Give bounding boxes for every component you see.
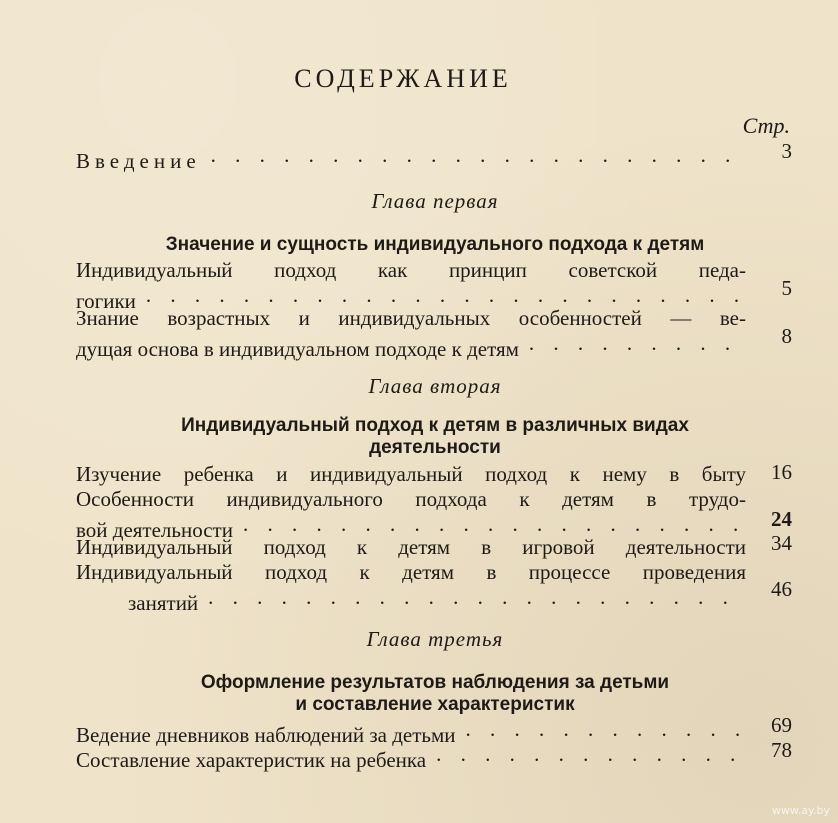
chapter-heading: Глава третья — [366, 627, 504, 651]
watermark: www.ay.by — [771, 804, 830, 817]
leader-dots — [146, 283, 742, 308]
leader-dots — [466, 717, 743, 742]
leader-dots — [208, 585, 742, 610]
chapter-heading: Глава вторая — [368, 374, 502, 398]
toc-entry-line: вой деятельности — [76, 518, 233, 542]
toc-entry-intro — [76, 143, 746, 174]
page-title: СОДЕРЖАНИЕ — [294, 64, 512, 93]
toc-entry — [76, 742, 746, 773]
page-column-label: Стр. — [742, 113, 790, 138]
toc-page-number: 3 — [781, 139, 792, 163]
toc-page-number: 69 — [771, 713, 792, 737]
leader-dots — [436, 742, 742, 767]
toc-entry-line: Индивидуальный подход как принцип советской педа- — [76, 258, 746, 282]
toc-page-number: 5 — [781, 276, 792, 300]
toc-entry-line: дущая основа в индивидуальном подходе к детям — [76, 337, 519, 361]
toc-page-number: 24 — [771, 507, 792, 531]
toc-page-number: 46 — [771, 577, 792, 601]
section-title — [0, 234, 838, 256]
toc-entry — [76, 462, 746, 487]
toc-page-number: 8 — [781, 324, 792, 348]
leader-dots — [529, 331, 742, 356]
section-title-line: Индивидуальный подход к детям в различных видах — [181, 415, 689, 436]
toc-page-number: 34 — [771, 531, 792, 555]
section-title-line: деятельности — [369, 437, 501, 458]
toc-page-number: 16 — [771, 460, 792, 484]
toc-entry-line: Знание возрастных и индивидуальных особенностей — ве- — [76, 306, 746, 330]
toc-entry-line: Изучение ребенка и индивидуальный подход к нему в быту — [76, 462, 746, 486]
toc-entry-line: Индивидуальный подход к детям в игровой деятельности — [76, 535, 746, 559]
section-title-line: Оформление результатов наблюдения за детьми — [200, 672, 670, 693]
leader-dots — [211, 143, 742, 168]
leader-dots — [243, 512, 742, 537]
section-title — [0, 672, 838, 716]
toc-entry-line: занятий — [128, 591, 199, 615]
toc-entry-line: Индивидуальный подход к детям в процессе проведения — [76, 560, 746, 584]
toc-entry — [76, 535, 746, 560]
toc-entry-label: Введение — [76, 149, 201, 173]
section-title-line: и составление характеристик — [295, 694, 575, 715]
toc-entry-line: гогики — [76, 289, 136, 313]
toc-entry — [76, 560, 746, 616]
section-title — [0, 415, 838, 459]
section-title-line: Значение и сущность индивидуального подхода к детям — [165, 234, 705, 255]
toc-entry-line: Особенности индивидуального подхода к детям в трудо- — [76, 487, 746, 511]
toc-entry-line: Ведение дневников наблюдений за детьми — [76, 723, 456, 747]
toc-page-number: 78 — [771, 738, 792, 762]
toc-entry — [76, 306, 746, 362]
chapter-heading: Глава первая — [371, 189, 499, 213]
toc-entry-line: Составление характеристик на ребенка — [76, 748, 427, 772]
